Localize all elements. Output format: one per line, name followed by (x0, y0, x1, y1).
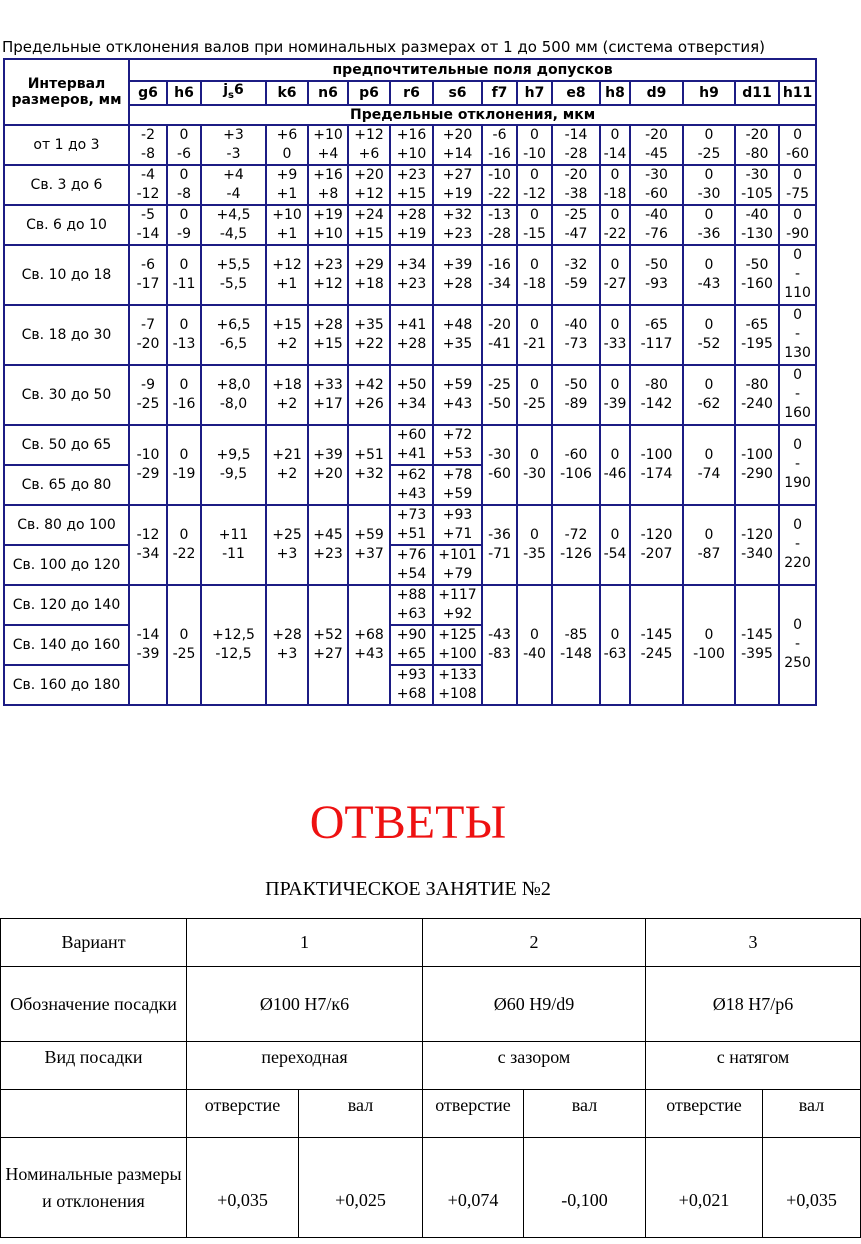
hole-label-1: отверстие (187, 1090, 299, 1138)
deviation-cell: 0 -30 (683, 165, 735, 205)
deviation-cell: -65 -195 (735, 305, 779, 365)
field-header-f7: f7 (482, 81, 517, 105)
deviation-cell: -120 -207 (630, 505, 683, 585)
deviation-cell: +20 +12 (348, 165, 390, 205)
deviation-cell: +16 +8 (308, 165, 348, 205)
fit-type-2: с зазором (423, 1042, 646, 1090)
deviation-units-header: Предельные отклонения, мкм (129, 105, 816, 125)
nominal-value: +0,074 (423, 1138, 524, 1238)
deviation-cell: 0 -19 (167, 425, 201, 505)
deviation-cell: 0 -52 (683, 305, 735, 365)
designation-3: Ø18 H7/p6 (646, 967, 861, 1042)
deviation-cell: 0 -33 (600, 305, 630, 365)
deviation-cell: +125 +100 (433, 625, 482, 665)
field-header-h7: h7 (517, 81, 552, 105)
deviation-cell: +48 +35 (433, 305, 482, 365)
variant-label: Вариант (1, 919, 187, 967)
deviation-cell: +93 +71 (433, 505, 482, 545)
deviation-cell: -50 -93 (630, 245, 683, 305)
deviation-cell: +20 +14 (433, 125, 482, 165)
deviation-cell: -120 -340 (735, 505, 779, 585)
deviation-cell: -85 -148 (552, 585, 600, 705)
deviation-cell: -10 -22 (482, 165, 517, 205)
deviation-cell: -30 -105 (735, 165, 779, 205)
deviation-cell: 0 - 130 (779, 305, 816, 365)
field-header-d9: d9 (630, 81, 683, 105)
deviation-cell: -6 -16 (482, 125, 517, 165)
deviation-cell: +117 +92 (433, 585, 482, 625)
nominal-value: +0,035 (187, 1138, 299, 1238)
deviation-cell: 0 - 160 (779, 365, 816, 425)
field-header-js6: $j_s6$ (201, 81, 266, 105)
field-header-e8: e8 (552, 81, 600, 105)
deviation-cell: -16 -34 (482, 245, 517, 305)
deviation-cell: -40 -73 (552, 305, 600, 365)
deviation-cell: +16 +10 (390, 125, 433, 165)
deviation-cell: -145 -395 (735, 585, 779, 705)
deviation-cell: -80 -240 (735, 365, 779, 425)
deviation-cell: 0 -36 (683, 205, 735, 245)
deviation-cell: +8,0 -8,0 (201, 365, 266, 425)
interval-label: Св. 65 до 80 (4, 465, 129, 505)
deviation-cell: +10 +1 (266, 205, 308, 245)
deviation-cell: -25 -50 (482, 365, 517, 425)
deviation-cell: +73 +51 (390, 505, 433, 545)
interval-label: от 1 до 3 (4, 125, 129, 165)
deviation-cell: -25 -47 (552, 205, 600, 245)
deviation-cell: +72 +53 (433, 425, 482, 465)
interval-header: Интервал размеров, мм (4, 59, 129, 125)
deviation-cell: +59 +37 (348, 505, 390, 585)
empty-cell (1, 1090, 187, 1138)
deviation-cell: +34 +23 (390, 245, 433, 305)
hole-label-2: отверстие (423, 1090, 524, 1138)
deviation-cell: 0 -54 (600, 505, 630, 585)
deviation-cell: +9 +1 (266, 165, 308, 205)
deviation-cell: +12 +1 (266, 245, 308, 305)
nominal-value: -0,100 (524, 1138, 646, 1238)
deviation-cell: 0 -18 (517, 245, 552, 305)
fit-type-1: переходная (187, 1042, 423, 1090)
deviation-cell: -40 -76 (630, 205, 683, 245)
deviation-cell: 0 -25 (167, 585, 201, 705)
deviation-cell: -6 -17 (129, 245, 167, 305)
deviation-cell: +90 +65 (390, 625, 433, 665)
deviation-cell: +45 +23 (308, 505, 348, 585)
deviation-cell: 0 -8 (167, 165, 201, 205)
field-header-h6: h6 (167, 81, 201, 105)
nominal-label: Номинальные размеры и отклонения (1, 1138, 187, 1238)
field-header-d11: d11 (735, 81, 779, 105)
field-header-r6: r6 (390, 81, 433, 105)
deviation-cell: 0 - 250 (779, 585, 816, 705)
deviation-cell: +28 +19 (390, 205, 433, 245)
deviation-cell: 0 -15 (517, 205, 552, 245)
deviation-cell: -20 -38 (552, 165, 600, 205)
fit-type-3: с натягом (646, 1042, 861, 1090)
deviation-cell: 0 -75 (779, 165, 816, 205)
variant-3: 3 (646, 919, 861, 967)
deviation-cell: -145 -245 (630, 585, 683, 705)
deviation-cell: +62 +43 (390, 465, 433, 505)
deviation-cell: +28 +3 (266, 585, 308, 705)
shaft-label-1: вал (299, 1090, 423, 1138)
deviation-cell: -9 -25 (129, 365, 167, 425)
deviation-cell: 0 -63 (600, 585, 630, 705)
deviation-cell: +24 +15 (348, 205, 390, 245)
deviation-cell: -36 -71 (482, 505, 517, 585)
deviation-cell: -13 -28 (482, 205, 517, 245)
interval-label: Св. 18 до 30 (4, 305, 129, 365)
nominal-value: +0,021 (646, 1138, 763, 1238)
field-header-s6: s6 (433, 81, 482, 105)
variant-1: 1 (187, 919, 423, 967)
deviation-cell: 0 -62 (683, 365, 735, 425)
deviation-cell: 0 -27 (600, 245, 630, 305)
deviation-cell: 0 -16 (167, 365, 201, 425)
deviation-cell: +50 +34 (390, 365, 433, 425)
deviation-cell: +76 +54 (390, 545, 433, 585)
interval-label: Св. 120 до 140 (4, 585, 129, 625)
deviation-cell: 0 -22 (167, 505, 201, 585)
deviation-cell: 0 -90 (779, 205, 816, 245)
deviation-cell: +4 -4 (201, 165, 266, 205)
field-header-h9: h9 (683, 81, 735, 105)
deviation-cell: 0 -22 (600, 205, 630, 245)
deviation-cell: +39 +28 (433, 245, 482, 305)
deviation-cell: 0 -25 (517, 365, 552, 425)
variant-2: 2 (423, 919, 646, 967)
deviation-cell: +11 -11 (201, 505, 266, 585)
deviation-cell: -14 -39 (129, 585, 167, 705)
deviation-cell: 0 -13 (167, 305, 201, 365)
deviation-cell: 0 -30 (517, 425, 552, 505)
deviation-cell: 0 -14 (600, 125, 630, 165)
answers-title: ОТВЕТЫ (309, 796, 507, 849)
interval-label: Св. 30 до 50 (4, 365, 129, 425)
deviation-cell: 0 -11 (167, 245, 201, 305)
deviation-cell: +23 +12 (308, 245, 348, 305)
field-header-h8: h8 (600, 81, 630, 105)
deviation-cell: +21 +2 (266, 425, 308, 505)
deviation-cell: +3 -3 (201, 125, 266, 165)
deviation-cell: +101 +79 (433, 545, 482, 585)
answers-table (0, 918, 861, 1238)
deviation-cell: +41 +28 (390, 305, 433, 365)
deviation-cell: +88 +63 (390, 585, 433, 625)
field-header-g6: g6 (129, 81, 167, 105)
deviation-cell: +33 +17 (308, 365, 348, 425)
deviation-cell: 0 -21 (517, 305, 552, 365)
deviation-cell: +10 +4 (308, 125, 348, 165)
deviation-cell: -32 -59 (552, 245, 600, 305)
deviation-cell: +93 +68 (390, 665, 433, 705)
deviation-cell: +25 +3 (266, 505, 308, 585)
hole-label-3: отверстие (646, 1090, 763, 1138)
deviation-cell: -2 -8 (129, 125, 167, 165)
deviation-cell: +15 +2 (266, 305, 308, 365)
deviation-cell: 0 -74 (683, 425, 735, 505)
deviation-cell: +133 +108 (433, 665, 482, 705)
designation-label: Обозначение посадки (1, 967, 187, 1042)
deviation-cell: -5 -14 (129, 205, 167, 245)
deviation-cell: +59 +43 (433, 365, 482, 425)
deviation-cell: 0 -6 (167, 125, 201, 165)
shaft-label-3: вал (763, 1090, 861, 1138)
deviation-cell: +60 +41 (390, 425, 433, 465)
deviation-cell: 0 -87 (683, 505, 735, 585)
interval-label: Св. 50 до 65 (4, 425, 129, 465)
preferred-fields-header: предпочтительные поля допусков (129, 59, 816, 81)
shaft-label-2: вал (524, 1090, 646, 1138)
deviation-cell: +19 +10 (308, 205, 348, 245)
deviation-cell: +29 +18 (348, 245, 390, 305)
deviation-cell: +68 +43 (348, 585, 390, 705)
interval-label: Св. 3 до 6 (4, 165, 129, 205)
deviation-cell: 0 -46 (600, 425, 630, 505)
field-header-n6: n6 (308, 81, 348, 105)
deviation-cell: -10 -29 (129, 425, 167, 505)
deviation-cell: +12,5 -12,5 (201, 585, 266, 705)
field-header-p6: p6 (348, 81, 390, 105)
deviation-cell: 0 -18 (600, 165, 630, 205)
deviation-cell: +52 +27 (308, 585, 348, 705)
deviation-cell: +6,5 -6,5 (201, 305, 266, 365)
deviation-cell: +28 +15 (308, 305, 348, 365)
deviation-cell: -30 -60 (482, 425, 517, 505)
deviation-cell: +6 0 (266, 125, 308, 165)
deviation-cell: 0 -43 (683, 245, 735, 305)
deviation-cell: 0 -12 (517, 165, 552, 205)
deviation-cell: +9,5 -9,5 (201, 425, 266, 505)
interval-label: Св. 10 до 18 (4, 245, 129, 305)
deviation-cell: +5,5 -5,5 (201, 245, 266, 305)
deviation-cell: +39 +20 (308, 425, 348, 505)
deviation-cell: -43 -83 (482, 585, 517, 705)
deviation-cell: +23 +15 (390, 165, 433, 205)
deviation-cell: -20 -45 (630, 125, 683, 165)
deviation-cell: +12 +6 (348, 125, 390, 165)
deviation-cell: 0 -60 (779, 125, 816, 165)
nominal-value: +0,035 (763, 1138, 861, 1238)
deviation-cell: -65 -117 (630, 305, 683, 365)
interval-label: Св. 160 до 180 (4, 665, 129, 705)
deviation-cell: +32 +23 (433, 205, 482, 245)
deviation-cell: -12 -34 (129, 505, 167, 585)
deviation-cell: -30 -60 (630, 165, 683, 205)
deviation-cell: +4,5 -4,5 (201, 205, 266, 245)
deviation-cell: 0 -10 (517, 125, 552, 165)
deviation-cell: 0 -25 (683, 125, 735, 165)
deviation-cell: 0 -39 (600, 365, 630, 425)
deviation-cell: 0 -9 (167, 205, 201, 245)
deviation-cell: +51 +32 (348, 425, 390, 505)
designation-2: Ø60 H9/d9 (423, 967, 646, 1042)
designation-1: Ø100 H7/к6 (187, 967, 423, 1042)
deviation-cell: -100 -174 (630, 425, 683, 505)
practice-title: ПРАКТИЧЕСКОЕ ЗАНЯТИЕ №2 (265, 878, 551, 900)
deviation-cell: +18 +2 (266, 365, 308, 425)
interval-label: Св. 100 до 120 (4, 545, 129, 585)
deviation-cell: -80 -142 (630, 365, 683, 425)
deviation-cell: 0 -40 (517, 585, 552, 705)
deviation-cell: +35 +22 (348, 305, 390, 365)
deviation-cell: -4 -12 (129, 165, 167, 205)
deviation-cell: +78 +59 (433, 465, 482, 505)
deviation-cell: -60 -106 (552, 425, 600, 505)
table-caption: Предельные отклонения валов при номинальных размерах от 1 до 500 мм (система отверстия) (2, 38, 766, 56)
deviation-cell: 0 -100 (683, 585, 735, 705)
deviation-cell: -72 -126 (552, 505, 600, 585)
deviation-cell: -7 -20 (129, 305, 167, 365)
deviation-cell: 0 - 110 (779, 245, 816, 305)
deviation-cell: -20 -41 (482, 305, 517, 365)
interval-label: Св. 140 до 160 (4, 625, 129, 665)
deviation-cell: -100 -290 (735, 425, 779, 505)
deviation-cell: 0 -35 (517, 505, 552, 585)
deviation-cell: +42 +26 (348, 365, 390, 425)
interval-label: Св. 80 до 100 (4, 505, 129, 545)
field-header-h11: h11 (779, 81, 816, 105)
field-header-k6: k6 (266, 81, 308, 105)
deviation-cell: 0 - 190 (779, 425, 816, 505)
deviation-cell: -50 -89 (552, 365, 600, 425)
deviation-cell: +27 +19 (433, 165, 482, 205)
deviation-cell: -40 -130 (735, 205, 779, 245)
deviation-cell: -14 -28 (552, 125, 600, 165)
deviation-cell: -20 -80 (735, 125, 779, 165)
interval-label: Св. 6 до 10 (4, 205, 129, 245)
nominal-value: +0,025 (299, 1138, 423, 1238)
fit-type-label: Вид посадки (1, 1042, 187, 1090)
deviation-cell: 0 - 220 (779, 505, 816, 585)
deviation-cell: -50 -160 (735, 245, 779, 305)
